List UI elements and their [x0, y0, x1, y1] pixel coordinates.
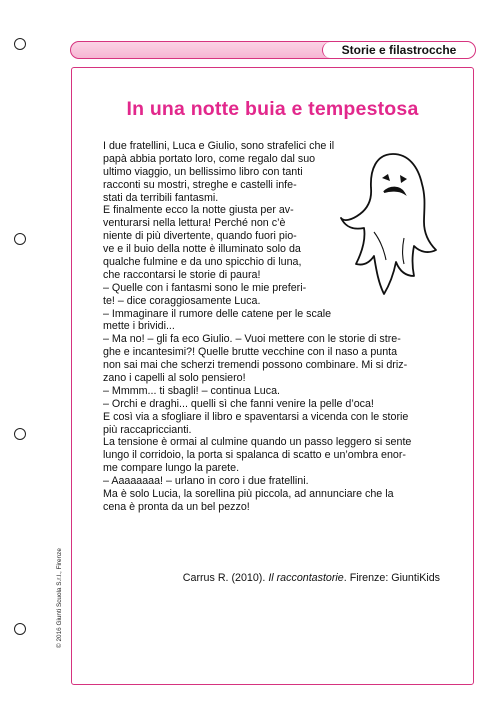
story-line: – Orchi e draghi... quelli sì che fanni venire la pelle d’oca!	[103, 397, 374, 410]
citation-publisher: . Firenze: GiuntiKids	[343, 572, 440, 584]
story-line: lungo il corridoio, la porta si spalanca di scatto e un’ombra enor-	[103, 449, 406, 462]
copyright-note: © 2016 Giunti Scuola S.r.l., Firenze	[56, 548, 63, 648]
citation	[100, 572, 440, 584]
section-header	[70, 41, 476, 59]
story-line: niente di più divertente, quando fuori pio-	[103, 230, 297, 243]
story-line: non sai mai che scherzi tremendi possono combinare. Mi si driz-	[103, 359, 408, 372]
binder-hole-4	[14, 623, 26, 635]
story-line: E così via a sfogliare il libro e spaventarsi a vicenda con le storie	[103, 410, 409, 423]
binder-hole-2	[14, 233, 26, 245]
story-line: – Aaaaaaaa! – urlano in coro i due fratellini.	[103, 475, 309, 488]
story-line: racconti su mostri, streghe e castelli infe-	[103, 178, 297, 191]
binder-hole-1	[14, 38, 26, 50]
story-line: me compare lungo la parete.	[103, 462, 240, 475]
story-line: – Mmmm... ti sbagli! – continua Luca.	[103, 384, 281, 397]
story-line: cena è pronta da un bel pezzo!	[103, 500, 250, 513]
story-line: – Immaginare il rumore delle catene per le scale	[103, 307, 332, 320]
story-line: – Quelle con i fantasmi sono le mie preferi-	[103, 281, 307, 294]
story-line: Ma è solo Lucia, la sorellina più piccola, ad annunciare che la	[103, 488, 394, 501]
citation-author: Carrus R. (2010).	[182, 572, 269, 584]
story-line: I due fratellini, Luca e Giulio, sono strafelici che il	[103, 140, 335, 152]
story-line: zano i capelli al solo pensiero!	[103, 372, 246, 385]
story-line: qualche fulmine e da uno spicchio di luna,	[103, 256, 302, 269]
story-line: E finalmente ecco la notte giusta per av-	[103, 204, 294, 217]
story-text	[103, 140, 438, 514]
page-title: In una notte buia e tempestosa	[126, 98, 419, 120]
story-line: ultimo viaggio, un bellissimo libro con tanti	[103, 165, 303, 178]
story-line: La tensione è ormai al culmine quando un passo leggero si sente	[103, 436, 412, 449]
binder-hole-3	[14, 428, 26, 440]
story-line: ve e il buio della notte è illuminato solo da	[103, 243, 301, 256]
story-line: che raccontarsi le storie di paura!	[103, 268, 261, 281]
story-line: ghe e incantesimi?! Quelle brutte vecchine con il naso a punta	[103, 346, 398, 359]
story-line: papà abbia portato loro, come regalo dal suo	[103, 152, 316, 165]
story-line: venturarsi nella lettura! Perché non c’è	[103, 217, 286, 230]
story-line: – Ma no! – gli fa eco Giulio. – Vuoi mettere con le storie di stre-	[103, 333, 401, 346]
story-line: stati da terribili fantasmi.	[103, 191, 219, 204]
citation-book-title: Il raccontastorie	[268, 572, 344, 584]
section-label: Storie e filastrocche	[322, 42, 475, 58]
story-line: te! – dice coraggiosamente Luca.	[103, 294, 261, 307]
story-line: mette i brividi...	[103, 320, 175, 333]
story-line: più raccapriccianti.	[103, 423, 192, 436]
